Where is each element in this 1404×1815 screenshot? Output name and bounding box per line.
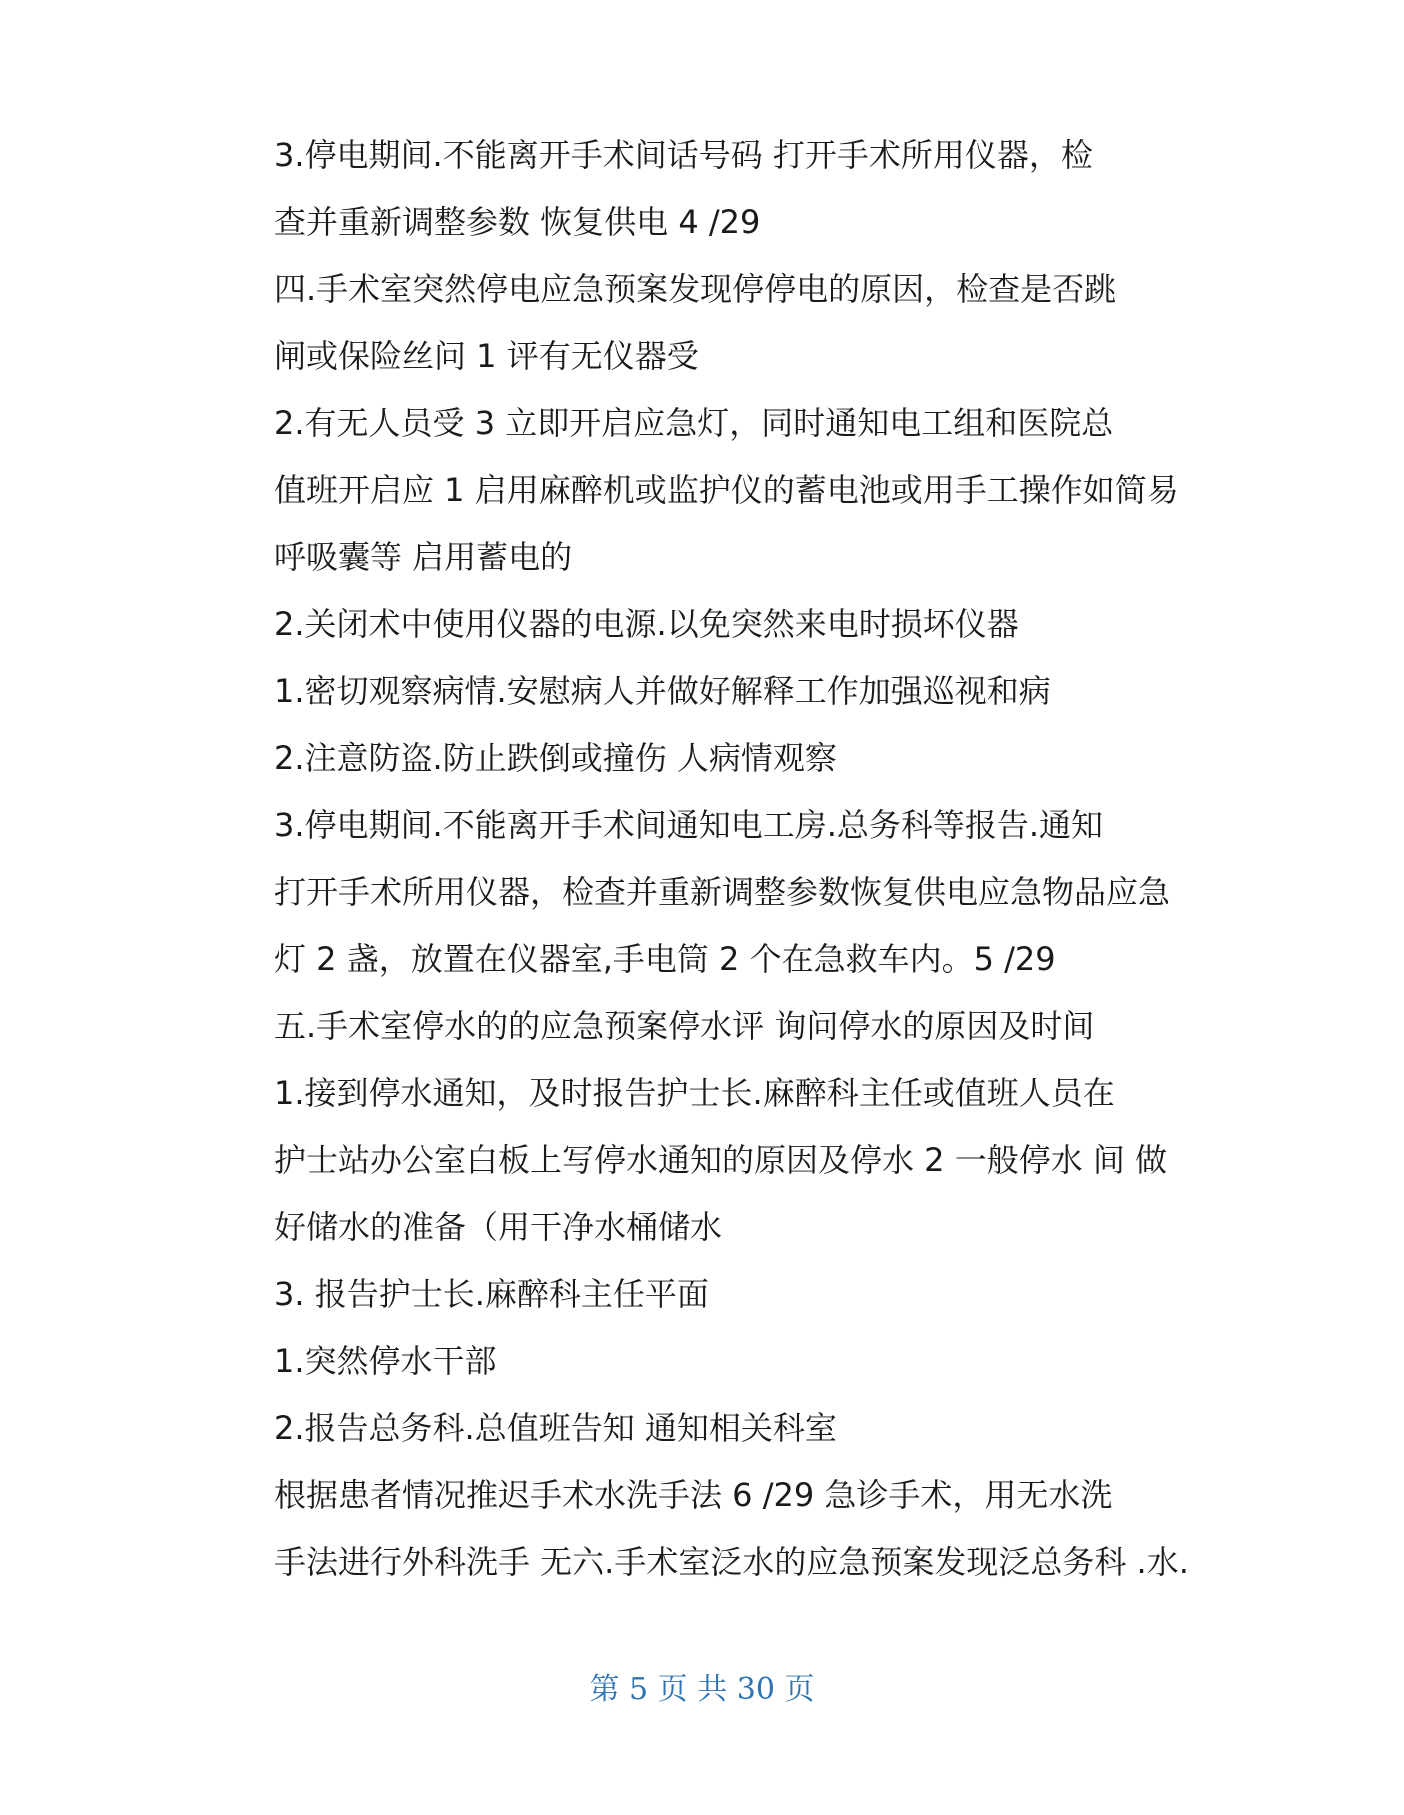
paragraph [208, 993, 1198, 1060]
paragraph [208, 390, 1198, 591]
document-body [208, 122, 1198, 1596]
paragraph [208, 256, 1198, 390]
text-line: 2.报告总务科.总值班告知 通知相关科室 [274, 1409, 837, 1447]
text-line: 2.有无人员受 3 立即开启应急灯，同时通知电工组和医院总 [274, 404, 1114, 442]
text-line: 四.手术室突然停电应急预案发现停停电的原因，检查是否跳 [274, 270, 1117, 308]
paragraph [208, 1462, 1198, 1596]
paragraph [208, 1261, 1198, 1328]
text-line: 1.密切观察病情.安慰病人并做好解释工作加强巡视和病 [274, 672, 1051, 710]
text-line: 手法进行外科洗手 无六.手术室泛水的应急预案发现泛总务科 .水. [274, 1543, 1189, 1581]
text-line: 好储水的准备（用干净水桶储水 [274, 1208, 723, 1246]
text-line: 呼吸囊等 启用蓄电的 [274, 538, 573, 576]
text-line: 五.手术室停水的的应急预案停水评 询问停水的原因及时间 [274, 1007, 1095, 1045]
text-line: 2.关闭术中使用仪器的电源.以免突然来电时损坏仪器 [274, 605, 1019, 643]
text-line: 根据患者情况推迟手术水洗手法 6 /29 急诊手术，用无水洗 [274, 1476, 1113, 1514]
text-line: 3.停电期间.不能离开手术间通知电工房.总务科等报告.通知 [274, 806, 1104, 844]
text-line: 1.突然停水干部 [274, 1342, 497, 1380]
text-line: 3.停电期间.不能离开手术间话号码 打开手术所用仪器，检 [274, 136, 1093, 174]
paragraph [208, 725, 1198, 792]
paragraph [208, 1395, 1198, 1462]
paragraph [208, 658, 1198, 725]
text-line: 值班开启应 1 启用麻醉机或监护仪的蓄电池或用手工操作如简易 [274, 471, 1179, 509]
text-line: 2.注意防盗.防止跌倒或撞伤 人病情观察 [274, 739, 837, 777]
text-line: 查并重新调整参数 恢复供电 4 /29 [274, 203, 761, 241]
page-number-footer: 第 5 页 共 30 页 [589, 1672, 815, 1707]
text-line: 护士站办公室白板上写停水通知的原因及停水 2 一般停水 间 做 [274, 1141, 1168, 1179]
paragraph [208, 1328, 1198, 1395]
paragraph [208, 591, 1198, 658]
paragraph [208, 792, 1198, 993]
text-line: 打开手术所用仪器，检查并重新调整参数恢复供电应急物品应急 [274, 873, 1171, 911]
paragraph [208, 1060, 1198, 1261]
text-line: 3. 报告护士长.麻醉科主任平面 [274, 1275, 709, 1313]
text-line: 灯 2 盏，放置在仪器室,手电筒 2 个在急救车内。5 /29 [274, 940, 1056, 978]
text-line: 1.接到停水通知，及时报告护士长.麻醉科主任或值班人员在 [274, 1074, 1115, 1112]
text-line: 闸或保险丝问 1 评有无仪器受 [274, 337, 699, 375]
paragraph [208, 122, 1198, 256]
